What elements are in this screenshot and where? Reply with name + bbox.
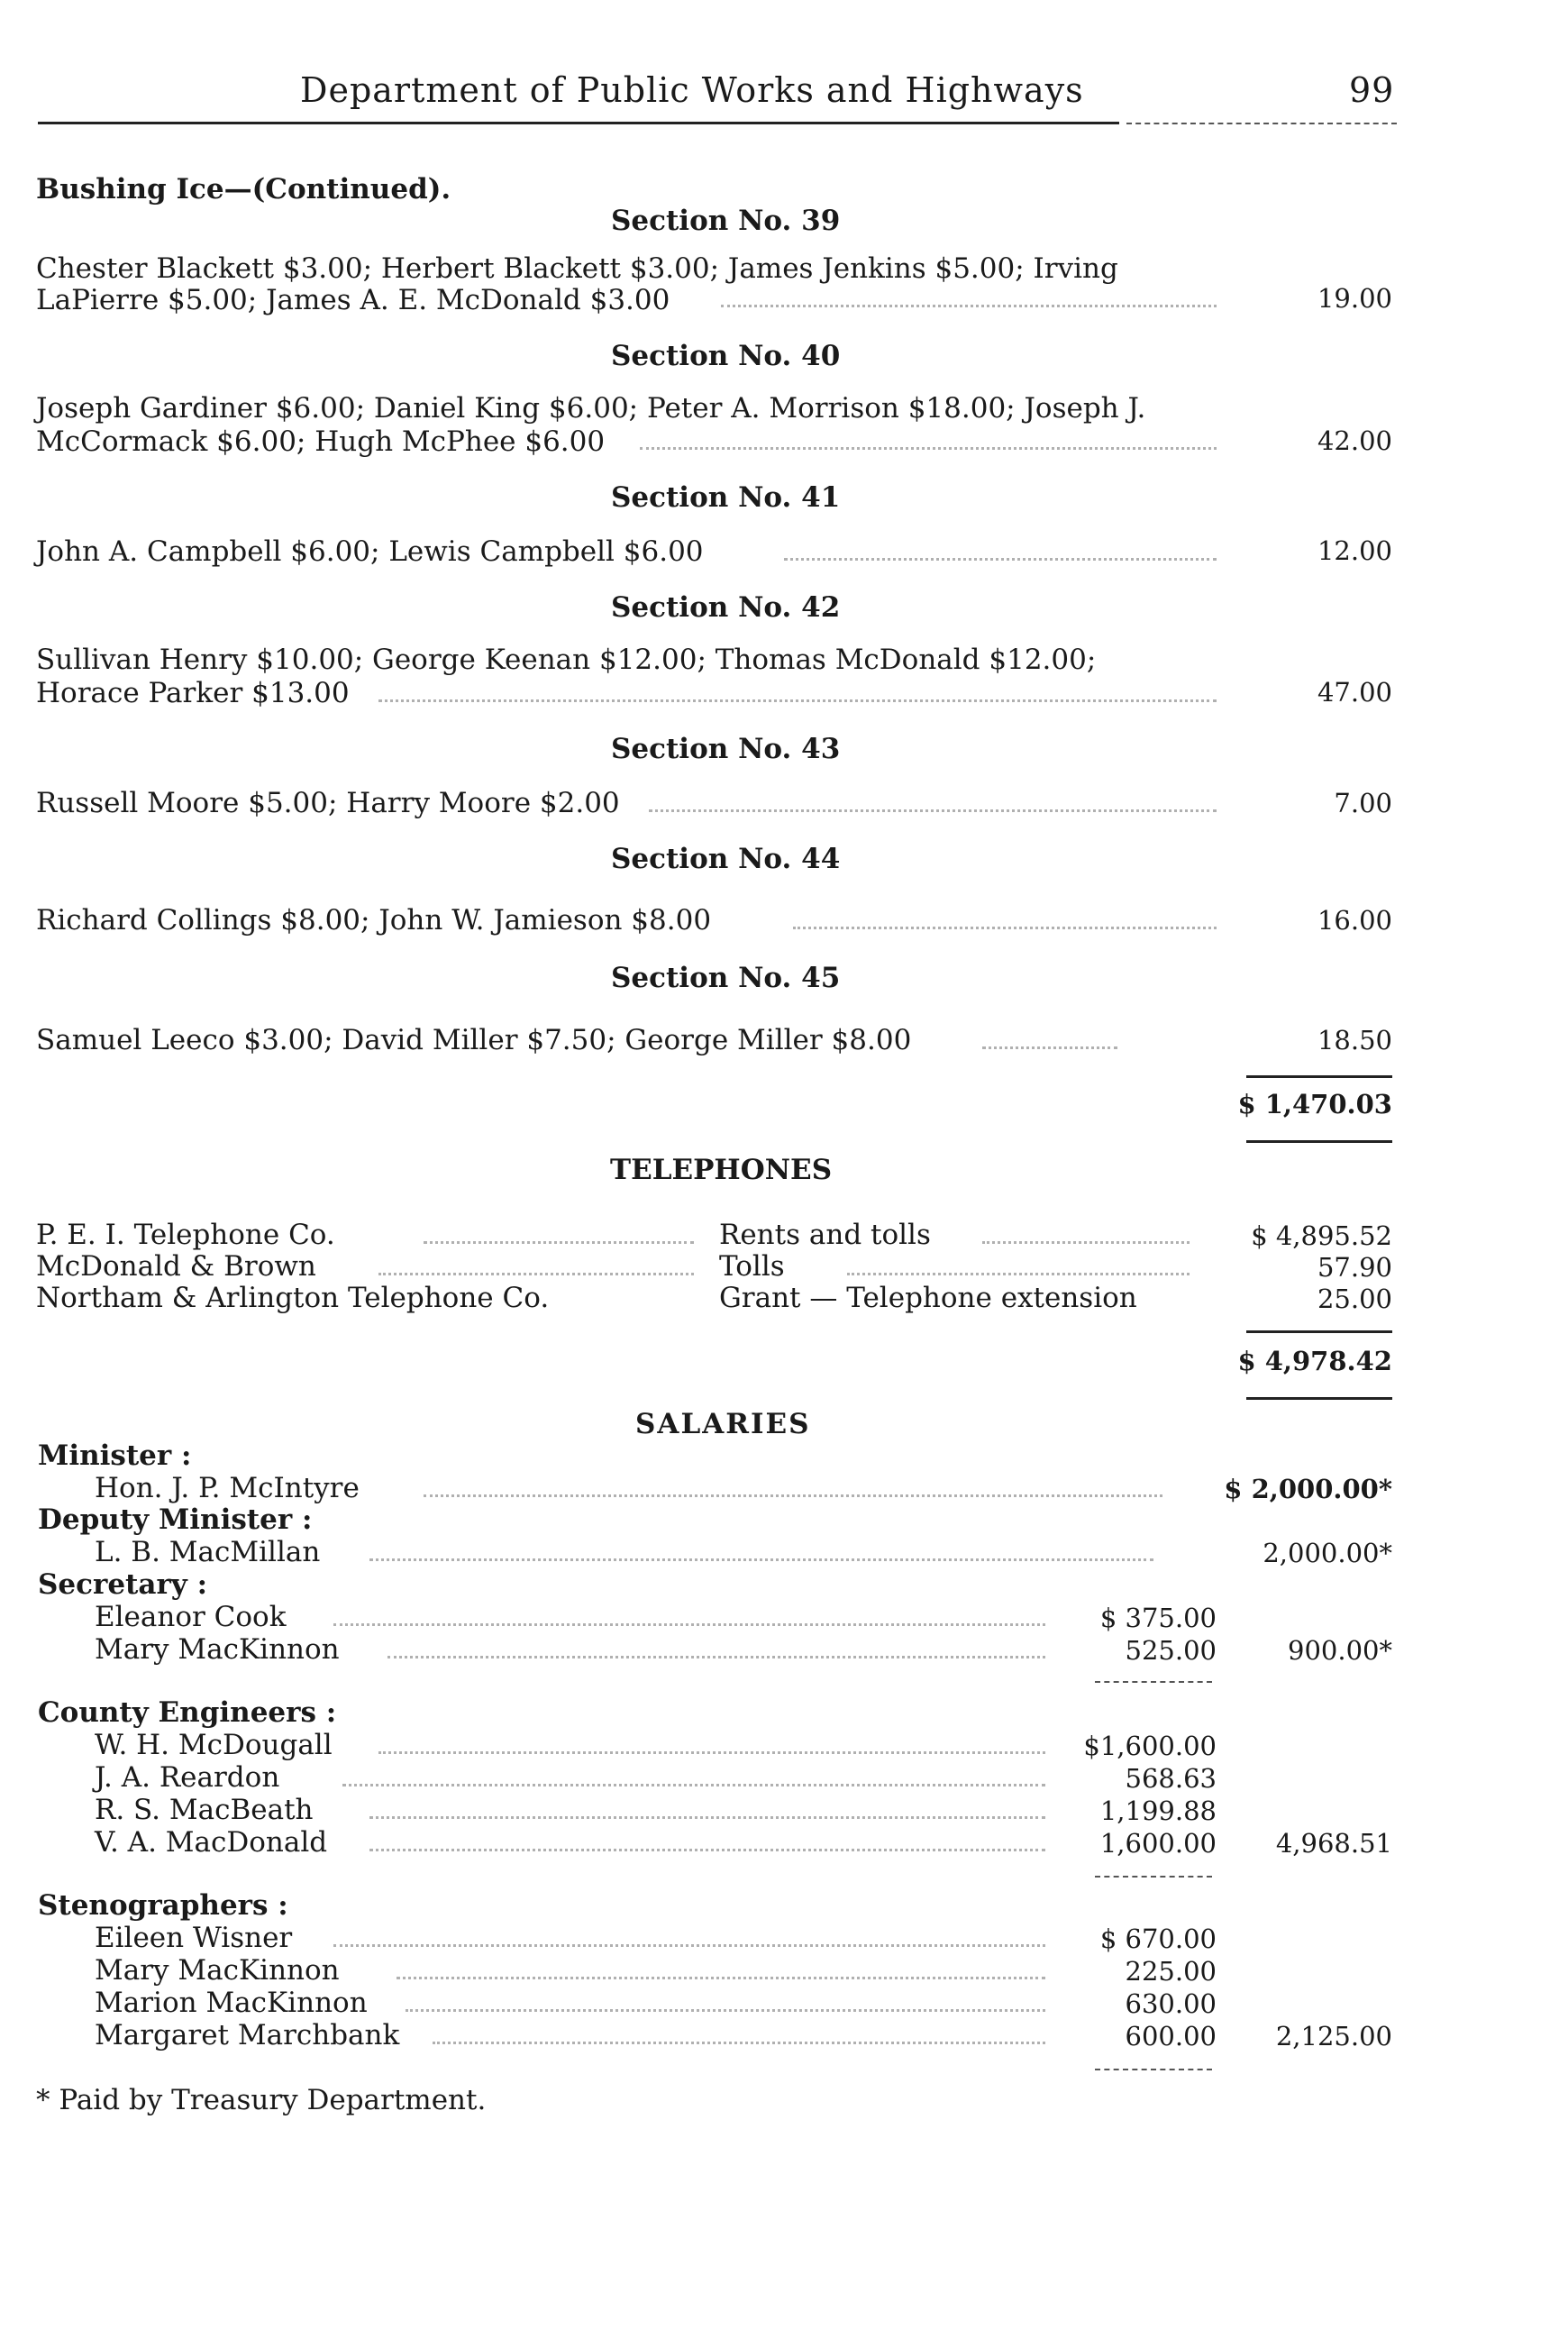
section-42-total: 47.00 (1317, 677, 1392, 708)
telephone-payee-1: P. E. I. Telephone Co. (36, 1219, 335, 1251)
telephone-purpose-3: Grant — Telephone extension (719, 1282, 1137, 1314)
section-44-line-1: Richard Collings $8.00; John W. Jamieson $8.00 (36, 904, 712, 937)
subtotal-rule (1246, 1330, 1392, 1333)
leader-dots (847, 1273, 1190, 1275)
section-43-line-1: Russell Moore $5.00; Harry Moore $2.00 (36, 787, 620, 819)
section-title-40: Section No. 40 (611, 340, 841, 372)
telephone-purpose-1: Rents and tolls (719, 1219, 931, 1251)
deputy-minister-amount: 2,000.00* (1263, 1538, 1392, 1568)
total-rule (1246, 1397, 1392, 1400)
leader-dots (982, 1046, 1117, 1049)
header-rule-dashed (1126, 123, 1397, 124)
section-title-45: Section No. 45 (611, 962, 841, 994)
county-engineer-name-1: W. H. McDougall (95, 1729, 333, 1761)
telephone-amount-2: 57.90 (1317, 1252, 1392, 1283)
stenographer-amount-4: 600.00 (1125, 2021, 1217, 2051)
leader-dots (793, 927, 1217, 929)
section-heading-bushing-ice: Bushing Ice—(Continued). (36, 173, 451, 206)
telephone-amount-1: $ 4,895.52 (1251, 1220, 1392, 1251)
telephone-amount-3: 25.00 (1317, 1284, 1392, 1314)
section-title-41: Section No. 41 (611, 481, 841, 514)
header-rule (38, 122, 1119, 124)
telephone-payee-3: Northam & Arlington Telephone Co. (36, 1282, 550, 1314)
leader-dots (721, 305, 1217, 307)
leader-dots (424, 1494, 1162, 1497)
leader-dots (397, 1977, 1045, 1979)
minister-label: Minister : (38, 1439, 192, 1472)
leader-dots (433, 2042, 1045, 2044)
county-engineers-total: 4,968.51 (1275, 1828, 1392, 1859)
stenographer-amount-1: $ 670.00 (1099, 1923, 1217, 1954)
leader-dots (649, 809, 1217, 812)
telephones-total: $ 4,978.42 (1237, 1346, 1392, 1376)
section-45-line-1: Samuel Leeco $3.00; David Miller $7.50; George Miller $8.00 (36, 1024, 912, 1056)
stenographers-label: Stenographers : (38, 1889, 288, 1922)
secretary-name-1: Eleanor Cook (95, 1601, 287, 1633)
stenographer-name-1: Eileen Wisner (95, 1922, 293, 1954)
page-number: 99 (1349, 70, 1395, 110)
leader-dots (784, 558, 1217, 561)
leader-dots (333, 1944, 1045, 1947)
stenographer-name-3: Marion MacKinnon (95, 1987, 368, 2019)
subtotal-rule (1095, 1876, 1212, 1878)
minister-amount: $ 2,000.00* (1224, 1474, 1392, 1504)
section-39-line-2: LaPierre $5.00; James A. E. McDonald $3.00 (36, 284, 670, 316)
deputy-minister-name: L. B. MacMillan (95, 1536, 321, 1568)
minister-name: Hon. J. P. McIntyre (95, 1472, 360, 1504)
footnote: * Paid by Treasury Department. (36, 2084, 487, 2116)
section-title-44: Section No. 44 (611, 843, 841, 875)
stenographer-amount-3: 630.00 (1125, 1988, 1217, 2019)
telephone-purpose-2: Tolls (719, 1250, 785, 1283)
section-42-line-2: Horace Parker $13.00 (36, 677, 350, 709)
leader-dots (640, 447, 1217, 450)
section-41-total: 12.00 (1317, 535, 1392, 566)
leader-dots (378, 699, 1217, 702)
section-43-total: 7.00 (1334, 788, 1392, 818)
stenographer-name-2: Mary MacKinnon (95, 1954, 340, 1987)
county-engineer-amount-1: $1,600.00 (1083, 1731, 1217, 1761)
secretary-amount-1: $ 375.00 (1099, 1603, 1217, 1633)
secretary-amount-2: 525.00 (1125, 1635, 1217, 1666)
leader-dots (982, 1241, 1190, 1244)
section-45-total: 18.50 (1317, 1025, 1392, 1055)
secretary-name-2: Mary MacKinnon (95, 1633, 340, 1666)
county-engineer-name-2: J. A. Reardon (95, 1761, 280, 1794)
leader-dots (369, 1816, 1045, 1819)
telephone-payee-2: McDonald & Brown (36, 1250, 316, 1283)
leader-dots (342, 1784, 1045, 1786)
page-header-title: Department of Public Works and Highways (300, 70, 1084, 110)
total-rule (1246, 1140, 1392, 1143)
county-engineer-amount-4: 1,600.00 (1099, 1828, 1217, 1859)
leader-dots (369, 1558, 1153, 1561)
leader-dots (387, 1656, 1045, 1658)
section-title-42: Section No. 42 (611, 591, 841, 624)
section-heading-salaries: SALARIES (635, 1408, 811, 1440)
section-title-39: Section No. 39 (611, 205, 841, 237)
section-44-total: 16.00 (1317, 905, 1392, 936)
section-39-line-1: Chester Blackett $3.00; Herbert Blackett $3.00; James Jenkins $5.00; Irving (36, 252, 1118, 285)
secretary-total: 900.00* (1288, 1635, 1392, 1666)
section-40-line-1: Joseph Gardiner $6.00; Daniel King $6.00; Peter A. Morrison $18.00; Joseph J. (36, 392, 1146, 425)
secretary-label: Secretary : (38, 1568, 208, 1601)
stenographer-amount-2: 225.00 (1125, 1956, 1217, 1987)
section-title-43: Section No. 43 (611, 733, 841, 765)
section-heading-telephones: TELEPHONES (610, 1154, 833, 1186)
leader-dots (424, 1241, 694, 1244)
leader-dots (406, 2009, 1045, 2012)
leader-dots (333, 1623, 1045, 1626)
section-42-line-1: Sullivan Henry $10.00; George Keenan $12.00; Thomas McDonald $12.00; (36, 644, 1097, 676)
deputy-minister-label: Deputy Minister : (38, 1503, 313, 1536)
stenographer-name-4: Margaret Marchbank (95, 2019, 400, 2051)
leader-dots (378, 1273, 694, 1275)
subtotal-rule (1246, 1075, 1392, 1078)
subtotal-rule (1095, 2069, 1212, 2070)
leader-dots (378, 1751, 1045, 1754)
county-engineer-name-3: R. S. MacBeath (95, 1794, 314, 1826)
county-engineer-amount-3: 1,199.88 (1099, 1795, 1217, 1826)
county-engineer-name-4: V. A. MacDonald (95, 1826, 328, 1859)
section-41-line-1: John A. Campbell $6.00; Lewis Campbell $6.00 (36, 535, 704, 568)
leader-dots (369, 1849, 1045, 1851)
subtotal-rule (1095, 1681, 1212, 1683)
county-engineer-amount-2: 568.63 (1125, 1763, 1217, 1794)
county-engineers-label: County Engineers : (38, 1696, 337, 1729)
section-40-line-2: McCormack $6.00; Hugh McPhee $6.00 (36, 425, 606, 458)
bushing-ice-grand-total: $ 1,470.03 (1237, 1089, 1392, 1119)
stenographers-total: 2,125.00 (1275, 2021, 1392, 2051)
section-39-total: 19.00 (1317, 283, 1392, 314)
section-40-total: 42.00 (1317, 425, 1392, 456)
